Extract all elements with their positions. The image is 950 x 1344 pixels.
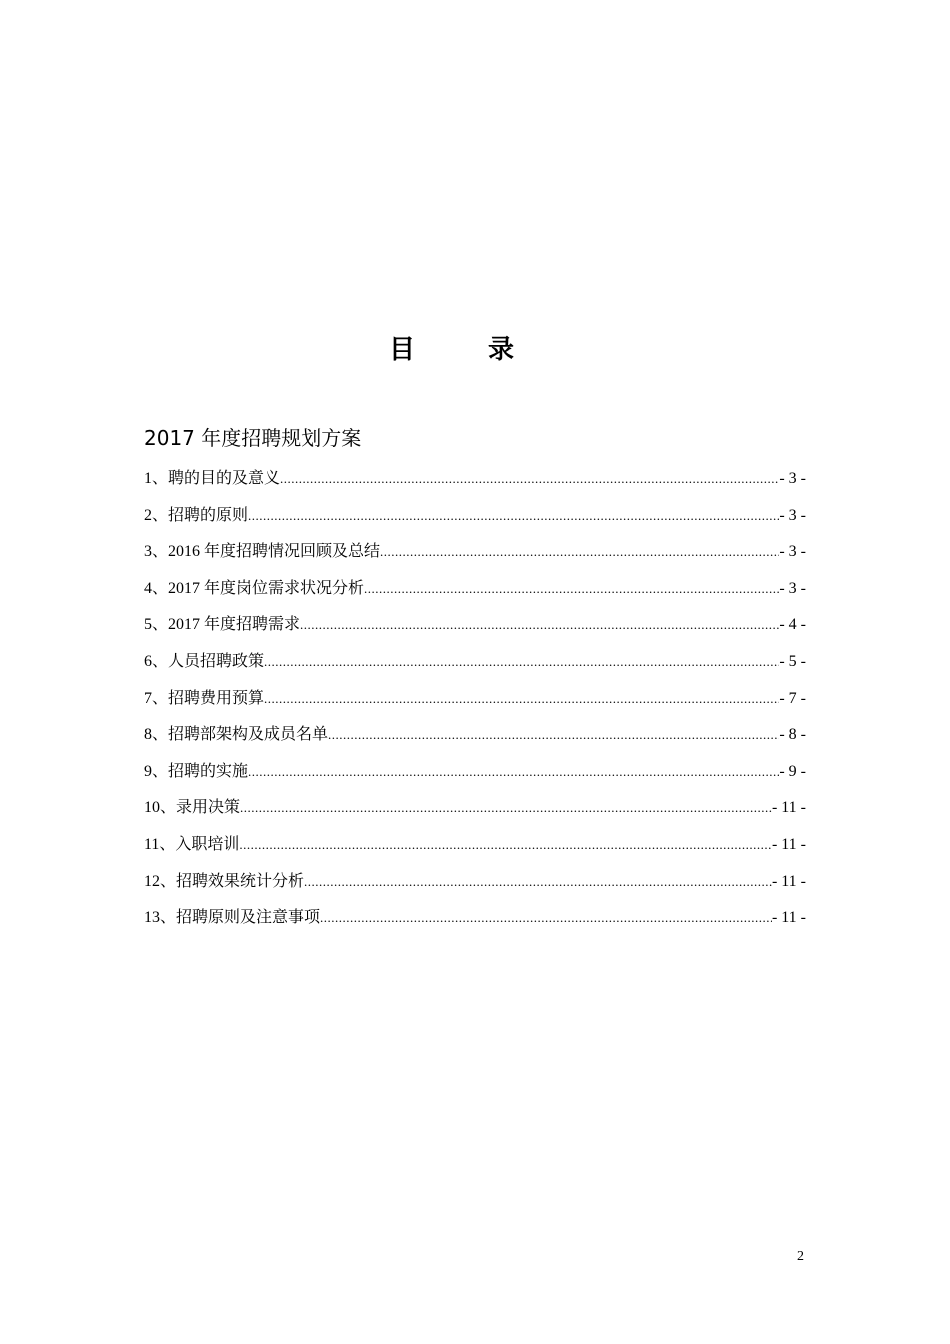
toc-entry-13[interactable] (144, 903, 806, 940)
toc-leader-dots (304, 867, 772, 897)
toc-entry-10[interactable] (144, 793, 806, 830)
toc-entry-label: 4、2017 年度岗位需求状况分析 (144, 579, 365, 597)
toc-entry-page: - 3 - (779, 579, 806, 597)
toc-entry-page: - 11 - (771, 872, 806, 890)
toc-entry-page: - 11 - (771, 799, 806, 817)
toc-leader-dots (264, 684, 779, 714)
toc-entry-page: - 4 - (779, 616, 806, 634)
toc-entry-label: 13、招聘原则及注意事项 (144, 909, 321, 927)
toc-list (144, 464, 806, 940)
toc-entry-label: 7、招聘费用预算 (144, 689, 265, 707)
toc-entry-7[interactable] (144, 684, 806, 721)
toc-entry-9[interactable] (144, 757, 806, 794)
toc-entry-label: 2、招聘的原则 (144, 506, 249, 524)
toc-entry-page: - 3 - (779, 543, 806, 561)
toc-leader-dots (380, 537, 779, 567)
toc-entry-label: 1、聘的目的及意义 (144, 470, 281, 487)
toc-entry-page: - 3 - (779, 506, 806, 524)
toc-entry-12[interactable] (144, 867, 806, 904)
toc-entry-label: 6、人员招聘政策 (144, 652, 265, 670)
toc-entry-page: - 9 - (779, 762, 806, 780)
page-number: 2 (797, 1249, 804, 1264)
toc-entry-label: 3、2016 年度招聘情况回顾及总结 (144, 543, 381, 561)
toc-entry-label: 9、招聘的实施 (144, 762, 249, 780)
toc-leader-dots (364, 574, 779, 604)
toc-entry-label: 8、招聘部架构及成员名单 (144, 726, 329, 744)
toc-entry-6[interactable] (144, 647, 806, 684)
toc-entry-8[interactable] (144, 720, 806, 757)
toc-entry-2[interactable] (144, 501, 806, 538)
toc-leader-dots (320, 903, 772, 933)
toc-entry-page: - 8 - (779, 726, 806, 744)
toc-entry-page: - 3 - (779, 470, 806, 487)
toc-entry-4[interactable] (144, 574, 806, 611)
toc-entry-3[interactable] (144, 537, 806, 574)
toc-entry-label: 5、2017 年度招聘需求 (144, 616, 301, 634)
toc-entry-11[interactable] (144, 830, 806, 867)
toc-entry-1[interactable] (144, 464, 806, 501)
toc-leader-dots (239, 830, 772, 860)
toc-entry-page: - 5 - (779, 652, 806, 670)
toc-title: 目 录 (388, 335, 547, 365)
toc-leader-dots (248, 757, 779, 787)
toc-entry-page: - 11 - (771, 909, 806, 927)
toc-leader-dots (248, 501, 779, 531)
toc-heading: 2017 年度招聘规划方案 (144, 426, 362, 450)
toc-entry-page: - 7 - (779, 689, 806, 707)
toc-entry-label: 11、入职培训 (144, 835, 240, 853)
toc-leader-dots (240, 793, 772, 823)
toc-leader-dots (300, 610, 779, 640)
toc-entry-5[interactable] (144, 610, 806, 647)
toc-leader-dots (328, 720, 779, 750)
toc-leader-dots (264, 647, 779, 677)
toc-entry-page: - 11 - (771, 835, 806, 853)
toc-leader-dots (280, 464, 779, 494)
toc-entry-label: 12、招聘效果统计分析 (144, 872, 305, 890)
toc-entry-label: 10、录用决策 (144, 799, 241, 817)
